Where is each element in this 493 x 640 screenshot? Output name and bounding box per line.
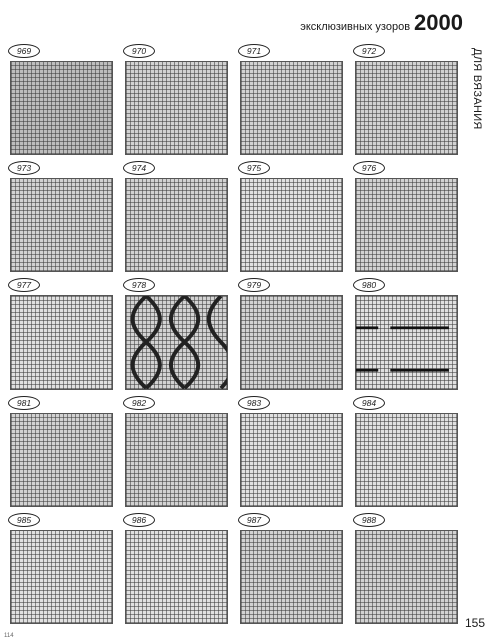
pattern-979 — [238, 278, 343, 389]
pattern-chart — [240, 530, 343, 624]
wave-motif — [126, 296, 227, 388]
pattern-number-badge: 971 — [238, 44, 270, 58]
pattern-chart — [10, 530, 113, 624]
pattern-number-badge: 986 — [123, 513, 155, 527]
pattern-chart — [240, 413, 343, 507]
side-label: ДЛЯ ВЯЗАНИЯ — [471, 48, 483, 130]
pattern-986 — [123, 513, 228, 624]
pattern-number-badge: 978 — [123, 278, 155, 292]
pattern-number-badge: 973 — [8, 161, 40, 175]
corner-mark: 114 — [4, 633, 14, 639]
pattern-988 — [353, 513, 458, 624]
pattern-chart — [10, 61, 113, 155]
pattern-981 — [8, 396, 113, 507]
pattern-chart — [10, 413, 113, 507]
pattern-number-badge: 977 — [8, 278, 40, 292]
page-header — [300, 10, 463, 36]
pattern-number-badge: 984 — [353, 396, 385, 410]
pattern-number-badge: 980 — [353, 278, 385, 292]
pattern-chart — [240, 295, 343, 389]
pattern-chart — [10, 178, 113, 272]
pattern-chart — [10, 295, 113, 389]
pattern-grid — [8, 44, 458, 624]
pattern-number-badge: 985 — [8, 513, 40, 527]
pattern-980 — [353, 278, 458, 389]
pattern-977 — [8, 278, 113, 389]
pattern-985 — [8, 513, 113, 624]
pattern-970 — [123, 44, 228, 155]
pattern-number-badge: 979 — [238, 278, 270, 292]
pattern-982 — [123, 396, 228, 507]
pattern-974 — [123, 161, 228, 272]
header-number: 2000 — [414, 10, 463, 35]
pattern-number-badge: 976 — [353, 161, 385, 175]
pattern-number-badge: 983 — [238, 396, 270, 410]
pattern-chart — [125, 61, 228, 155]
pattern-972 — [353, 44, 458, 155]
pattern-976 — [353, 161, 458, 272]
pattern-987 — [238, 513, 343, 624]
header-subtitle: эксклюзивных узоров — [300, 21, 411, 33]
pattern-number-badge: 987 — [238, 513, 270, 527]
pattern-983 — [238, 396, 343, 507]
pattern-chart — [355, 295, 458, 389]
pattern-number-badge: 970 — [123, 44, 155, 58]
pattern-chart — [125, 413, 228, 507]
pattern-969 — [8, 44, 113, 155]
pattern-number-badge: 988 — [353, 513, 385, 527]
stripe-motif — [356, 296, 457, 388]
pattern-number-badge: 969 — [8, 44, 40, 58]
pattern-chart — [355, 61, 458, 155]
pattern-chart — [355, 413, 458, 507]
pattern-chart — [240, 178, 343, 272]
pattern-number-badge: 982 — [123, 396, 155, 410]
pattern-984 — [353, 396, 458, 507]
pattern-978 — [123, 278, 228, 389]
pattern-chart — [355, 178, 458, 272]
pattern-number-badge: 972 — [353, 44, 385, 58]
pattern-number-badge: 981 — [8, 396, 40, 410]
pattern-number-badge: 975 — [238, 161, 270, 175]
pattern-chart — [355, 530, 458, 624]
pattern-number-badge: 974 — [123, 161, 155, 175]
page-number: 155 — [464, 616, 485, 630]
pattern-973 — [8, 161, 113, 272]
pattern-975 — [238, 161, 343, 272]
pattern-chart — [125, 530, 228, 624]
pattern-971 — [238, 44, 343, 155]
pattern-chart — [125, 295, 228, 389]
pattern-chart — [125, 178, 228, 272]
pattern-chart — [240, 61, 343, 155]
